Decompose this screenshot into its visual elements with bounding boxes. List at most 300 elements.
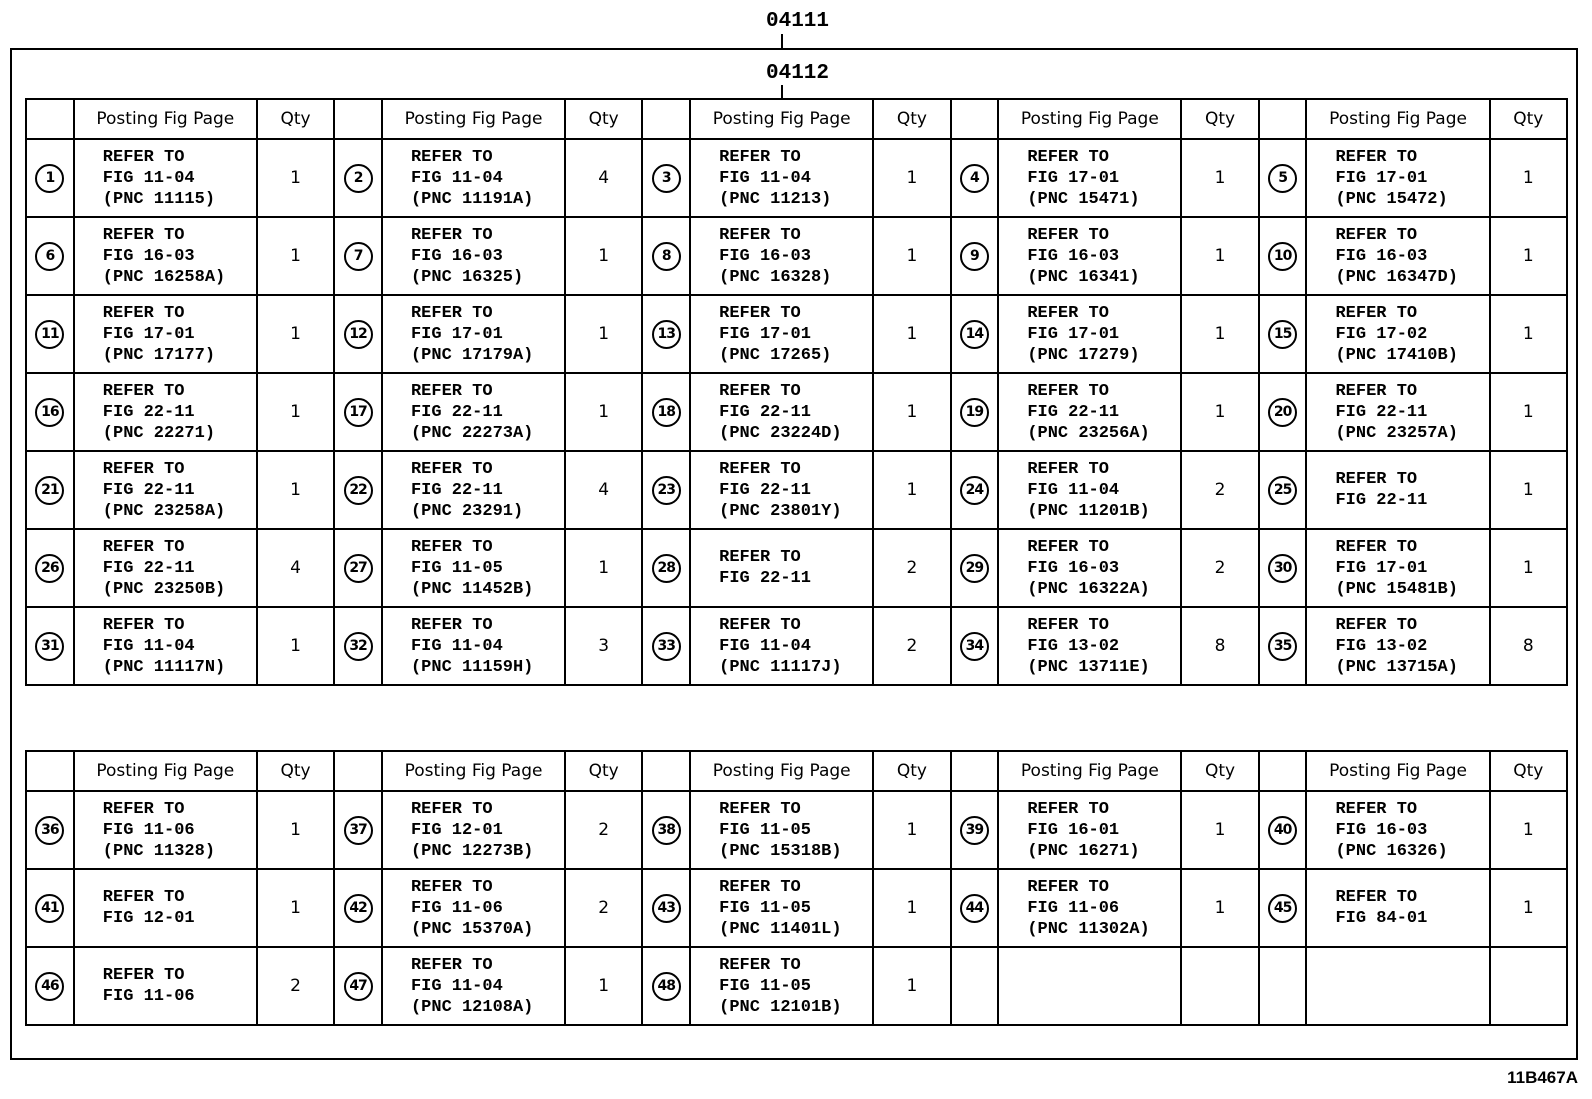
header-posting-fig-page: Posting Fig Page: [74, 751, 257, 791]
reference-line: REFER TO: [1335, 225, 1418, 245]
item-number-cell: [26, 791, 74, 869]
reference-line: FIG 11-05: [410, 558, 503, 578]
posting-fig-page-cell: [382, 373, 565, 451]
reference-line: FIG 11-04: [410, 636, 503, 656]
reference-line: REFER TO: [410, 799, 493, 819]
posting-fig-page-cell: [382, 139, 565, 217]
reference-line: (PNC 12108A): [410, 997, 534, 1017]
item-number-callout: 25: [1268, 476, 1297, 505]
header-qty: Qty: [1490, 751, 1567, 791]
reference-line: FIG 13-02: [1027, 636, 1120, 656]
posting-fig-page-cell: [998, 373, 1181, 451]
reference-line: (PNC 17265): [719, 345, 832, 365]
qty-cell: 1: [257, 139, 334, 217]
qty-cell: 1: [257, 295, 334, 373]
posting-fig-page-cell: [1306, 791, 1489, 869]
item-number-callout: 41: [35, 894, 64, 923]
item-number-cell: [642, 607, 690, 685]
posting-fig-page-cell: [74, 529, 257, 607]
posting-fig-page-cell: [998, 869, 1181, 947]
reference-line: FIG 22-11: [102, 402, 195, 422]
item-number-cell: [951, 373, 999, 451]
reference-line: REFER TO: [1027, 799, 1109, 819]
reference-line: (PNC 16328): [719, 267, 832, 287]
reference-line: (PNC 16271): [1027, 841, 1140, 861]
posting-fig-page-cell: [998, 139, 1181, 217]
table-row: [26, 947, 1567, 1025]
leader-line-inner: [781, 85, 783, 99]
qty-cell: 1: [873, 139, 950, 217]
qty-cell: 1: [1490, 529, 1567, 607]
reference-line: (PNC 16325): [410, 267, 524, 287]
reference-line: REFER TO: [410, 615, 493, 635]
item-number-cell: [334, 295, 382, 373]
reference-line: FIG 16-03: [102, 246, 195, 266]
posting-fig-page-cell: [382, 869, 565, 947]
reference-line: REFER TO: [1335, 537, 1418, 557]
posting-fig-page-cell: [998, 607, 1181, 685]
reference-line: (PNC 23258A): [102, 501, 226, 521]
item-number-callout: 48: [652, 972, 681, 1001]
reference-line: FIG 16-03: [1027, 246, 1120, 266]
qty-cell: 1: [565, 217, 642, 295]
reference-line: REFER TO: [1335, 615, 1418, 635]
table-row: [26, 373, 1567, 451]
posting-fig-page-cell: [74, 295, 257, 373]
reference-line: FIG 12-01: [410, 820, 503, 840]
reference-line: FIG 17-01: [1335, 558, 1428, 578]
item-number-callout: 3: [652, 164, 681, 193]
posting-fig-page-cell: [1306, 607, 1489, 685]
posting-fig-page-cell: [74, 869, 257, 947]
qty-cell: 1: [257, 217, 334, 295]
reference-line: (PNC 23257A): [1335, 423, 1458, 443]
item-number-cell: [334, 529, 382, 607]
reference-line: REFER TO: [1335, 799, 1418, 819]
reference-line: REFER TO: [410, 147, 493, 167]
header-qty: Qty: [565, 99, 642, 139]
item-number-cell: [951, 947, 999, 1025]
reference-line: FIG 11-05: [719, 976, 811, 996]
item-number-cell: [951, 139, 999, 217]
item-number-cell: [642, 217, 690, 295]
item-number-cell: [1259, 139, 1307, 217]
header-blank: [951, 751, 999, 791]
item-number-callout: 37: [344, 816, 373, 845]
reference-line: FIG 11-04: [410, 976, 503, 996]
posting-fig-page-cell: [74, 791, 257, 869]
reference-line: FIG 16-03: [719, 246, 811, 266]
reference-line: FIG 17-02: [1335, 324, 1428, 344]
qty-cell: 1: [257, 607, 334, 685]
item-number-cell: [642, 373, 690, 451]
header-posting-fig-page: Posting Fig Page: [998, 751, 1181, 791]
item-number-cell: [951, 295, 999, 373]
reference-line: (PNC 15471): [1027, 189, 1140, 209]
reference-line: REFER TO: [719, 799, 801, 819]
qty-cell: 1: [873, 947, 950, 1025]
reference-line: REFER TO: [102, 225, 185, 245]
item-number-callout: 27: [344, 554, 373, 583]
header-qty: Qty: [873, 99, 950, 139]
reference-line: REFER TO: [1335, 888, 1418, 907]
reference-line: (PNC 12101B): [719, 997, 842, 1017]
qty-cell: [1181, 947, 1258, 1025]
reference-line: REFER TO: [719, 147, 801, 167]
reference-line: (PNC 23224D): [719, 423, 842, 443]
reference-line: REFER TO: [410, 225, 493, 245]
item-number-callout: 45: [1268, 894, 1297, 923]
qty-cell: 1: [565, 947, 642, 1025]
reference-line: FIG 11-04: [410, 168, 503, 188]
reference-line: REFER TO: [102, 888, 185, 907]
item-number-cell: [334, 139, 382, 217]
reference-line: (PNC 15370A): [410, 919, 534, 939]
assembly-code-04112: 04112: [766, 62, 830, 85]
item-number-callout: 12: [344, 320, 373, 349]
qty-cell: 1: [1181, 869, 1258, 947]
reference-line: FIG 22-11: [102, 480, 195, 500]
item-number-cell: [951, 451, 999, 529]
qty-cell: 1: [1181, 373, 1258, 451]
qty-cell: 1: [565, 529, 642, 607]
posting-fig-page-cell: [1306, 217, 1489, 295]
qty-cell: 1: [873, 295, 950, 373]
posting-fig-page-cell: [1306, 373, 1489, 451]
posting-fig-page-cell: [998, 947, 1181, 1025]
item-number-callout: 15: [1268, 320, 1297, 349]
qty-cell: 2: [1181, 529, 1258, 607]
qty-cell: 2: [565, 869, 642, 947]
posting-fig-page-cell: [998, 529, 1181, 607]
header-posting-fig-page: Posting Fig Page: [998, 99, 1181, 139]
item-number-callout: 11: [35, 320, 64, 349]
qty-cell: 4: [565, 451, 642, 529]
qty-cell: 1: [873, 791, 950, 869]
item-number-cell: [334, 791, 382, 869]
header-qty: Qty: [873, 751, 950, 791]
item-number-callout: 6: [35, 242, 64, 271]
reference-line: (PNC 11401L): [719, 919, 842, 939]
table-row: [26, 529, 1567, 607]
item-number-cell: [26, 295, 74, 373]
reference-line: REFER TO: [410, 955, 493, 975]
header-qty: Qty: [1181, 99, 1258, 139]
reference-line: REFER TO: [410, 877, 493, 897]
qty-cell: 1: [1181, 791, 1258, 869]
reference-line: REFER TO: [1027, 615, 1109, 635]
illustration-id: 11B467A: [1507, 1068, 1578, 1087]
reference-line: FIG 22-11: [719, 480, 811, 500]
item-number-callout: 40: [1268, 816, 1297, 845]
reference-line: FIG 16-01: [1027, 820, 1120, 840]
reference-line: FIG 11-05: [719, 898, 811, 918]
qty-cell: 1: [257, 791, 334, 869]
item-number-cell: [26, 217, 74, 295]
reference-line: (PNC 12273B): [410, 841, 534, 861]
reference-line: REFER TO: [1027, 381, 1109, 401]
item-number-callout: 47: [344, 972, 373, 1001]
qty-cell: 1: [873, 869, 950, 947]
item-number-cell: [26, 139, 74, 217]
item-number-cell: [26, 373, 74, 451]
posting-fig-page-cell: [1306, 139, 1489, 217]
reference-line: FIG 11-05: [719, 820, 811, 840]
reference-line: REFER TO: [719, 615, 801, 635]
item-number-callout: 33: [652, 632, 681, 661]
item-number-cell: [334, 451, 382, 529]
reference-line: REFER TO: [410, 303, 493, 323]
reference-line: REFER TO: [719, 459, 801, 479]
reference-line: REFER TO: [1027, 537, 1109, 557]
item-number-callout: 21: [35, 476, 64, 505]
reference-line: FIG 11-06: [410, 898, 503, 918]
reference-line: FIG 16-03: [1027, 558, 1120, 578]
reference-line: REFER TO: [719, 877, 801, 897]
reference-line: REFER TO: [102, 303, 185, 323]
header-blank: [1259, 99, 1307, 139]
item-number-cell: [951, 791, 999, 869]
reference-line: REFER TO: [1027, 225, 1109, 245]
posting-fig-page-cell: [690, 529, 873, 607]
reference-line: (PNC 11201B): [1027, 501, 1150, 521]
item-number-callout: 4: [960, 164, 989, 193]
reference-line: (PNC 22271): [102, 423, 216, 443]
item-number-callout: 34: [960, 632, 989, 661]
item-number-callout: 8: [652, 242, 681, 271]
item-number-cell: [26, 529, 74, 607]
reference-line: REFER TO: [410, 537, 493, 557]
reference-line: (PNC 11117N): [102, 657, 226, 677]
posting-fig-page-cell: [74, 217, 257, 295]
qty-cell: 1: [1490, 217, 1567, 295]
posting-fig-page-cell: [690, 373, 873, 451]
reference-line: (PNC 23250B): [102, 579, 226, 599]
posting-fig-page-cell: [690, 295, 873, 373]
item-number-cell: [1259, 295, 1307, 373]
header-posting-fig-page: Posting Fig Page: [690, 99, 873, 139]
reference-line: FIG 22-11: [719, 402, 811, 422]
qty-cell: [1490, 947, 1567, 1025]
reference-line: REFER TO: [719, 381, 801, 401]
reference-line: FIG 16-03: [410, 246, 503, 266]
item-number-cell: [26, 451, 74, 529]
reference-line: (PNC 23291): [410, 501, 524, 521]
reference-line: FIG 22-11: [1335, 402, 1428, 422]
reference-line: REFER TO: [102, 147, 185, 167]
posting-fig-page-cell: [690, 217, 873, 295]
header-posting-fig-page: Posting Fig Page: [74, 99, 257, 139]
reference-line: FIG 11-04: [719, 636, 811, 656]
reference-line: FIG 22-11: [1027, 402, 1120, 422]
posting-fig-page-cell: [690, 791, 873, 869]
reference-line: FIG 22-11: [410, 402, 503, 422]
header-qty: Qty: [565, 751, 642, 791]
reference-line: REFER TO: [1027, 459, 1109, 479]
item-number-callout: 43: [652, 894, 681, 923]
qty-cell: 1: [1490, 295, 1567, 373]
item-number-callout: 22: [344, 476, 373, 505]
posting-fig-page-cell: [382, 295, 565, 373]
posting-fig-page-cell: [1306, 529, 1489, 607]
item-number-cell: [642, 869, 690, 947]
header-posting-fig-page: Posting Fig Page: [382, 751, 565, 791]
item-number-cell: [334, 217, 382, 295]
reference-line: REFER TO: [1335, 147, 1418, 167]
item-number-cell: [334, 607, 382, 685]
reference-line: (PNC 22273A): [410, 423, 534, 443]
qty-cell: 1: [873, 451, 950, 529]
header-qty: Qty: [257, 751, 334, 791]
table-row: [26, 451, 1567, 529]
posting-fig-page-cell: [998, 451, 1181, 529]
reference-line: (PNC 16322A): [1027, 579, 1150, 599]
posting-fig-page-cell: [74, 451, 257, 529]
qty-cell: 1: [1490, 791, 1567, 869]
reference-line: REFER TO: [719, 548, 801, 567]
header-blank: [26, 751, 74, 791]
reference-line: REFER TO: [102, 459, 185, 479]
qty-cell: 2: [873, 607, 950, 685]
reference-line: REFER TO: [410, 459, 493, 479]
item-number-callout: 5: [1268, 164, 1297, 193]
qty-cell: 8: [1181, 607, 1258, 685]
item-number-callout: 32: [344, 632, 373, 661]
item-number-callout: 20: [1268, 398, 1297, 427]
reference-line: FIG 12-01: [102, 909, 195, 928]
reference-line: (PNC 11191A): [410, 189, 534, 209]
posting-fig-page-cell: [1306, 869, 1489, 947]
reference-line: (PNC 16341): [1027, 267, 1140, 287]
qty-cell: 2: [257, 947, 334, 1025]
item-number-callout: 31: [35, 632, 64, 661]
item-number-cell: [642, 295, 690, 373]
qty-cell: 1: [1181, 295, 1258, 373]
item-number-callout: 35: [1268, 632, 1297, 661]
reference-line: (PNC 23801Y): [719, 501, 842, 521]
reference-line: FIG 17-01: [1335, 168, 1428, 188]
item-number-callout: 42: [344, 894, 373, 923]
item-number-callout: 36: [35, 816, 64, 845]
qty-cell: 1: [873, 217, 950, 295]
assembly-code-04111: 04111: [766, 10, 830, 33]
qty-cell: 3: [565, 607, 642, 685]
header-posting-fig-page: Posting Fig Page: [690, 751, 873, 791]
item-number-cell: [642, 451, 690, 529]
reference-line: (PNC 16326): [1335, 841, 1448, 861]
item-number-cell: [642, 947, 690, 1025]
item-number-callout: 16: [35, 398, 64, 427]
item-number-cell: [26, 869, 74, 947]
qty-cell: 1: [565, 295, 642, 373]
qty-cell: 1: [873, 373, 950, 451]
header-qty: Qty: [257, 99, 334, 139]
reference-line: (PNC 11117J): [719, 657, 842, 677]
posting-fig-page-cell: [998, 217, 1181, 295]
reference-line: FIG 17-01: [410, 324, 503, 344]
table-row: [26, 791, 1567, 869]
qty-cell: 1: [257, 451, 334, 529]
qty-cell: 1: [1490, 373, 1567, 451]
reference-line: FIG 11-04: [102, 168, 195, 188]
table-header-row: [26, 99, 1567, 139]
item-number-callout: 14: [960, 320, 989, 349]
item-number-callout: 38: [652, 816, 681, 845]
posting-fig-page-cell: [74, 373, 257, 451]
reference-line: (PNC 15318B): [719, 841, 842, 861]
item-number-callout: 29: [960, 554, 989, 583]
table-row: [26, 217, 1567, 295]
header-blank: [642, 751, 690, 791]
header-blank: [1259, 751, 1307, 791]
reference-line: REFER TO: [1027, 877, 1109, 897]
posting-fig-page-cell: [382, 529, 565, 607]
reference-line: FIG 13-02: [1335, 636, 1428, 656]
header-qty: Qty: [1490, 99, 1567, 139]
item-number-callout: 46: [35, 972, 64, 1001]
reference-line: FIG 11-06: [102, 820, 195, 840]
header-blank: [334, 751, 382, 791]
item-number-callout: 10: [1268, 242, 1297, 271]
item-number-cell: [26, 607, 74, 685]
reference-line: FIG 11-04: [1027, 480, 1120, 500]
reference-line: REFER TO: [719, 225, 801, 245]
reference-line: REFER TO: [102, 537, 185, 557]
reference-line: (PNC 17177): [102, 345, 216, 365]
qty-cell: 1: [1490, 139, 1567, 217]
posting-fig-page-cell: [1306, 295, 1489, 373]
qty-cell: 1: [1490, 869, 1567, 947]
leader-line-top: [781, 34, 783, 48]
posting-fig-page-cell: [74, 139, 257, 217]
reference-line: FIG 17-01: [102, 324, 195, 344]
reference-line: (PNC 23256A): [1027, 423, 1150, 443]
reference-line: FIG 84-01: [1335, 909, 1428, 928]
posting-fig-page-cell: [690, 607, 873, 685]
item-number-cell: [642, 139, 690, 217]
posting-fig-page-cell: [998, 791, 1181, 869]
reference-line: (PNC 11328): [102, 841, 216, 861]
item-number-callout: 2: [344, 164, 373, 193]
reference-line: REFER TO: [719, 955, 801, 975]
item-number-callout: 28: [652, 554, 681, 583]
reference-line: (PNC 13715A): [1335, 657, 1458, 677]
item-number-cell: [951, 607, 999, 685]
reference-line: (PNC 11302A): [1027, 919, 1150, 939]
reference-line: (PNC 13711E): [1027, 657, 1150, 677]
item-number-cell: [1259, 217, 1307, 295]
posting-fig-page-cell: [382, 607, 565, 685]
posting-fig-page-cell: [382, 217, 565, 295]
item-number-callout: 30: [1268, 554, 1297, 583]
item-number-cell: [642, 791, 690, 869]
qty-cell: 1: [565, 373, 642, 451]
reference-line: FIG 22-11: [410, 480, 503, 500]
item-number-callout: 23: [652, 476, 681, 505]
reference-line: (PNC 11115): [102, 189, 216, 209]
reference-line: FIG 22-11: [102, 558, 195, 578]
item-number-cell: [951, 217, 999, 295]
item-number-cell: [334, 869, 382, 947]
reference-line: (PNC 16347D): [1335, 267, 1458, 287]
table-row: [26, 139, 1567, 217]
qty-cell: 1: [1490, 451, 1567, 529]
header-blank: [951, 99, 999, 139]
item-number-callout: 24: [960, 476, 989, 505]
item-number-callout: 13: [652, 320, 681, 349]
item-number-cell: [642, 529, 690, 607]
qty-cell: 1: [257, 869, 334, 947]
